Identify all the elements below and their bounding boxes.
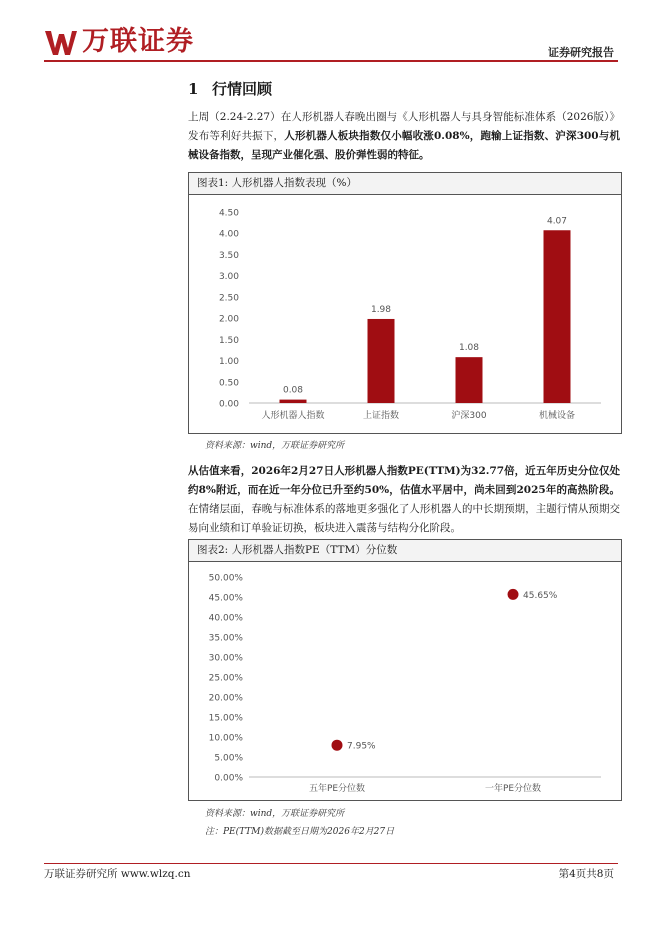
figure-2: [188, 539, 622, 801]
y-tick-label: 0.00: [218, 399, 239, 410]
x-tick-label: 机械设备: [538, 411, 576, 421]
page-number: 第4页共8页: [558, 868, 614, 880]
y-tick-label: 1.00: [218, 357, 239, 368]
bar: [544, 230, 571, 403]
y-tick-label: 10.00%: [208, 733, 243, 744]
y-tick-label: 1.50: [218, 335, 239, 346]
y-tick-label: 20.00%: [208, 693, 243, 704]
figure-1-title: 图表1: 人形机器人指数表现（%）: [189, 173, 621, 195]
x-tick-label: 人形机器人指数: [261, 411, 325, 421]
y-tick-label: 2.50: [218, 293, 239, 304]
paragraph-highlight: 从估值来看，2026年2月27日人形机器人指数PE(TTM)为32.77倍，近五年历史分位仅处约8%附近，而在近一年分位已升至约50%，估值水平居中，尚未回到2025年的高热阶段。: [188, 465, 620, 496]
figure-1-source: 资料来源：wind，万联证券研究所: [205, 441, 345, 451]
bar-value-label: 4.07: [546, 216, 568, 227]
x-tick-label: 沪深300: [451, 411, 487, 421]
bar-value-label: 1.98: [370, 304, 392, 315]
figure-1: [188, 172, 622, 434]
section-number: 1: [188, 80, 199, 98]
y-tick-label: 3.50: [218, 250, 239, 261]
y-tick-label: 5.00%: [214, 753, 243, 764]
section-title: 行情回顾: [212, 80, 273, 98]
bar: [456, 357, 483, 403]
footer-divider: [44, 863, 618, 864]
y-tick-label: 30.00%: [208, 653, 243, 664]
y-tick-label: 4.50: [218, 208, 239, 219]
y-tick-label: 40.00%: [208, 613, 243, 624]
data-point: [508, 589, 519, 600]
y-tick-label: 25.00%: [208, 673, 243, 684]
point-value-label: 7.95%: [347, 741, 376, 752]
y-tick-label: 3.00: [218, 272, 239, 283]
section-heading: [188, 78, 272, 99]
figure-2-source: 资料来源：wind，万联证券研究所: [205, 809, 345, 819]
y-tick-label: 0.00%: [214, 773, 243, 784]
brand-name: 万联证券: [82, 26, 194, 57]
y-tick-label: 0.50: [218, 378, 239, 389]
paragraph-valuation: [188, 462, 620, 538]
figure-2-title: 图表2: 人形机器人指数PE（TTM）分位数: [189, 540, 621, 562]
data-point: [332, 740, 343, 751]
bar: [368, 319, 395, 403]
paragraph-market-review: [188, 108, 620, 165]
point-value-label: 45.65%: [523, 590, 558, 601]
x-tick-label: 一年PE分位数: [484, 784, 542, 794]
brand-logo-icon: [44, 28, 78, 58]
header-divider: [44, 60, 618, 62]
x-tick-label: 上证指数: [362, 411, 400, 421]
paragraph-highlight: 人形机器人板块指数仅小幅收涨0.08%，跑输上证指数、沪深300与机械设备指数，呈现产业催化强、股价弹性弱的特征。: [188, 130, 621, 161]
paragraph-text: 在情绪层面，春晚与标准体系的落地更多强化了人形机器人的中长期预期，主题行情从预期交易向业绩和订单验证切换，板块进入震荡与结构分化阶段。: [188, 503, 620, 534]
figure-2-note: 注：PE(TTM)数据截至日期为2026年2月27日: [205, 827, 395, 837]
bar-value-label: 1.08: [458, 343, 480, 354]
y-tick-label: 15.00%: [208, 713, 243, 724]
y-tick-label: 45.00%: [208, 593, 243, 604]
scatter-chart: [189, 562, 621, 800]
y-tick-label: 4.00: [218, 229, 239, 240]
paragraph-text: 上周（2.24-2.27）在人形机器人春晚出圈与《人形机器人与具身智能标准体系（2026版）》发布等利好共振下，: [188, 111, 620, 142]
bar-value-label: 0.08: [282, 385, 304, 396]
bar: [280, 400, 307, 403]
y-tick-label: 2.00: [218, 314, 239, 325]
footer-institute: 万联证券研究所 www.wlzq.cn: [44, 868, 191, 880]
y-tick-label: 35.00%: [208, 633, 243, 644]
x-tick-label: 五年PE分位数: [308, 784, 366, 794]
bar-chart: [189, 195, 621, 433]
report-type-label: 证券研究报告: [548, 46, 614, 59]
y-tick-label: 50.00%: [208, 573, 243, 584]
